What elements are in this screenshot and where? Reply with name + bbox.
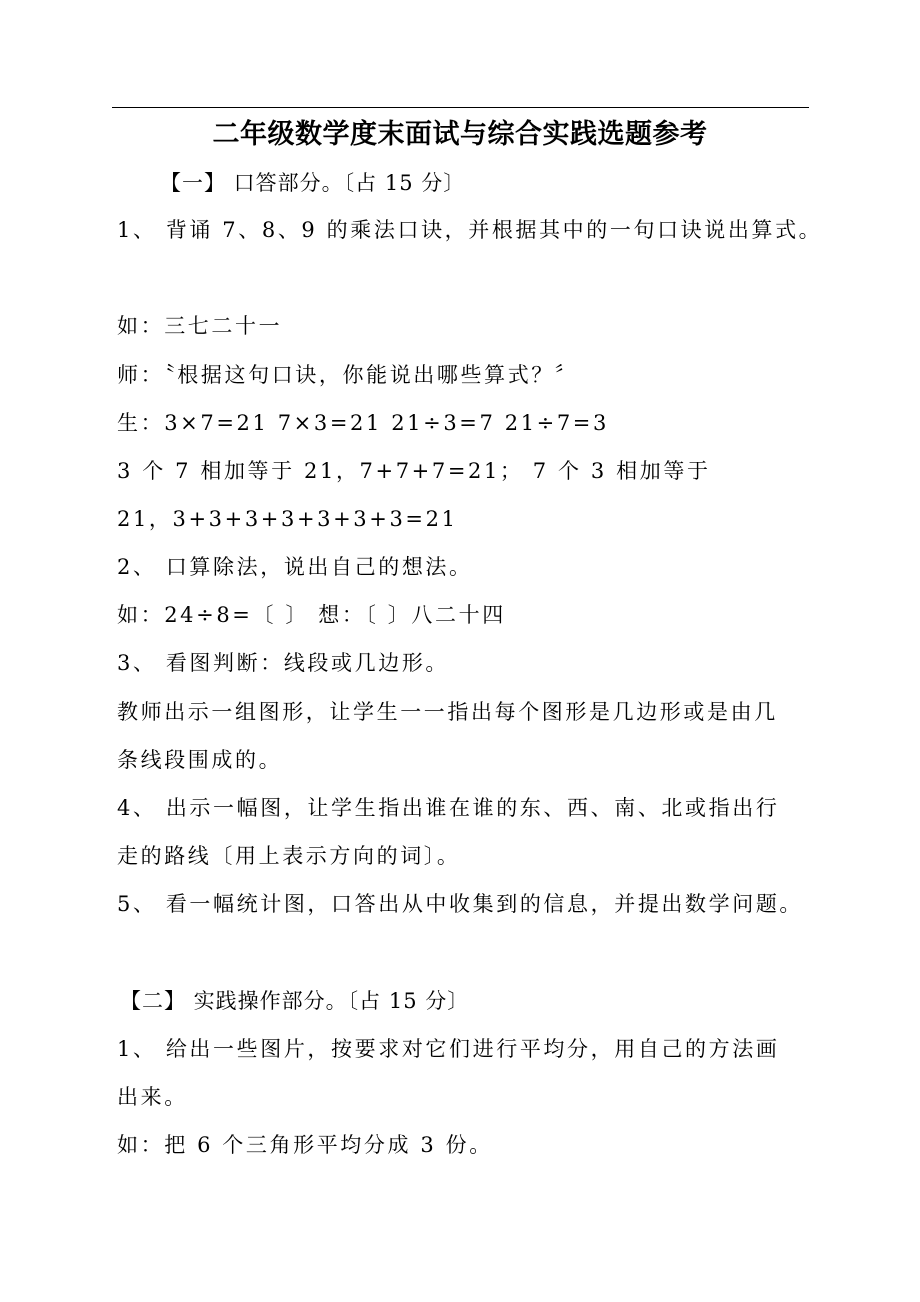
- practice-example-1: 如：把 6 个三角形平均分成 3 份。: [117, 1133, 493, 1157]
- section-one-heading: 【一】 口答部分。〔占 15 分〕: [160, 171, 466, 195]
- practice-question-1-line-1: 1、 给出一些图片，按要求对它们进行平均分，用自己的方法画: [117, 1037, 780, 1061]
- header-rule: [112, 107, 809, 108]
- section-two-heading: 【二】 实践操作部分。〔占 15 分〕: [120, 989, 470, 1013]
- example-1-label: 如：三七二十一: [117, 314, 283, 338]
- example-1-line-5: 21，3+3+3+3+3+3+3=21: [117, 507, 458, 531]
- practice-question-1-line-2: 出来。: [117, 1085, 188, 1109]
- question-3-desc-1: 教师出示一组图形，让学生一一指出每个图形是几边形或是由几: [117, 700, 778, 724]
- question-4-line-1: 4、 出示一幅图，让学生指出谁在谁的东、西、南、北或指出行: [117, 796, 780, 820]
- question-3: 3、 看图判断：线段或几边形。: [117, 651, 450, 675]
- question-5: 5、 看一幅统计图，口答出从中收集到的信息，并提出数学问题。: [117, 892, 804, 916]
- question-2: 2、 口算除法，说出自己的想法。: [117, 555, 473, 579]
- example-1-teacher: 师：〝根据这句口诀，你能说出哪些算式？〞: [117, 363, 579, 387]
- question-1: 1、 背诵 7、8、9 的乘法口诀，并根据其中的一句口诀说出算式。: [117, 218, 823, 242]
- page-title: 二年级数学度末面试与综合实践选题参考: [212, 119, 708, 150]
- question-4-line-2: 走的路线〔用上表示方向的词〕。: [117, 844, 461, 868]
- question-3-desc-2: 条线段围成的。: [117, 748, 283, 772]
- example-1-line-4: 3 个 7 相加等于 21，7+7+7=21； 7 个 3 相加等于: [117, 459, 711, 483]
- example-2: 如：24÷8=〔 〕 想：〔 〕八二十四: [117, 603, 506, 627]
- example-1-student: 生：3×7=21 7×3=21 21÷3=7 21÷7=3: [117, 411, 609, 435]
